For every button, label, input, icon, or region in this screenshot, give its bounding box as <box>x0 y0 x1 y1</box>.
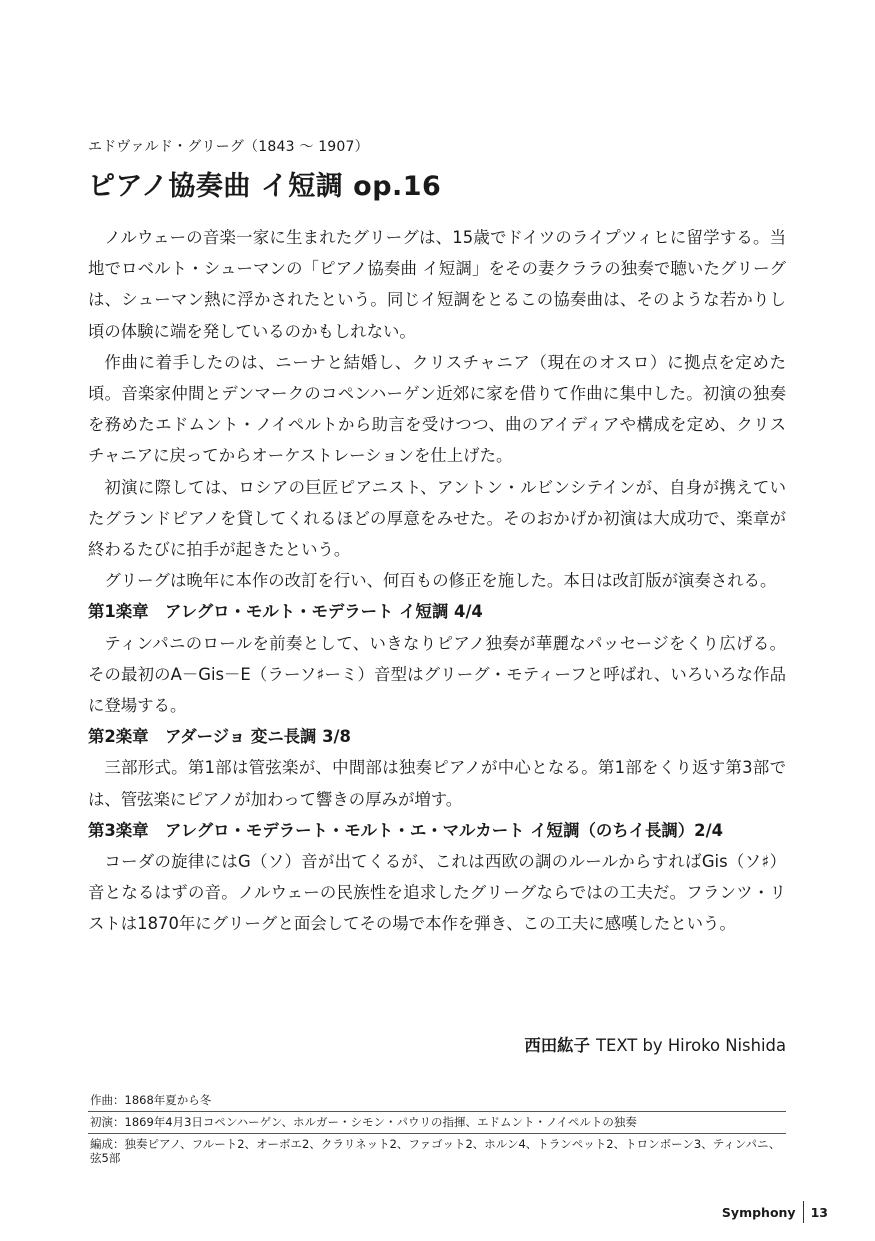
intro-paragraph: グリーグは晩年に本作の改訂を行い、何百もの修正を施した。本日は改訂版が演奏される。 <box>104 571 777 591</box>
composer-name: エドヴァルド・グリーグ（1843 ～ 1907） <box>88 139 369 155</box>
page-footer <box>722 1201 828 1223</box>
page-number: 13 <box>810 1204 828 1220</box>
info-premiere: 初演：1869年4月3日コペンハーゲン、ホルガー・シモン・パウリの指揮、エドムント・ノイペルトの独奏 <box>88 1111 786 1133</box>
footer-divider <box>803 1201 804 1223</box>
author-credit-text: TEXT by Hiroko Nishida <box>595 1036 786 1055</box>
intro-paragraph: 初演に際しては、ロシアの巨匠ピアニスト、アントン・ルビンシテインが、自身が携えていたグランドピアノを貸してくれるほどの厚意をみせた。そのおかげか初演は大成功で、楽章が終わるたびに拍手が起きたという。 <box>88 477 786 560</box>
intro-paragraph: ノルウェーの音楽一家に生まれたグリーグは、15歳でドイツのライプツィヒに留学する。当地でロベルト・シューマンの「ピアノ協奏曲 イ短調」をその妻クララの独奏で聴いたグリーグは、シューマン熱に浮かされたという。同じイ短調をとるこの協奏曲は、そのような若かりし頃の体験に端を発しているのかもしれない。 <box>88 228 786 341</box>
movement-2-heading: 第2楽章 アダージョ 変ニ長調 3/8 <box>88 727 351 747</box>
page-title: ピアノ協奏曲 イ短調 op.16 <box>88 171 442 202</box>
program-page <box>88 0 786 1241</box>
movement-3-text: コーダの旋律にはG（ソ）音が出てくるが、これは西欧の調のルールからすればGis（ソ♯）音となるはずの音。ノルウェーの民族性を追求したグリーグならではの工夫だ。フランツ・リストは1870年にグリーグと面会してその場で本作を弾き、この工夫に感嘆したという。 <box>88 852 786 934</box>
movement-1-text: ティンパニのロールを前奏として、いきなりピアノ独奏が華麗なパッセージをくり広げる。その最初のA－Gis－E（ラーソ♯ーミ）音型はグリーグ・モティーフと呼ばれ、いろいろな作品に登場する。 <box>88 633 786 716</box>
author-name: 西田紘子 <box>524 1036 590 1055</box>
info-composition: 作曲：1868年夏から冬 <box>90 1093 212 1107</box>
article-body <box>88 222 786 940</box>
movement-2-text: 三部形式。第1部は管弦楽が、中間部は独奏ピアノが中心となる。第1部をくり返す第3部では、管弦楽にピアノが加わって響きの厚みが増す。 <box>88 758 786 809</box>
work-info-table <box>88 1090 786 1169</box>
info-instrumentation: 編成：独奏ピアノ、フルート2、オーボエ2、クラリネット2、ファゴット2、ホルン4、トランペット2、トロンボーン3、ティンパニ、弦5部 <box>88 1133 786 1169</box>
movement-1-heading: 第1楽章 アレグロ・モルト・モデラート イ短調 4/4 <box>88 602 483 622</box>
intro-paragraph: 作曲に着手したのは、ニーナと結婚し、クリスチャニア（現在のオスロ）に拠点を定めた頃。音楽家仲間とデンマークのコペンハーゲン近郊に家を借りて作曲に集中した。初演の独奏を務めたエドムント・ノイペルトから助言を受けつつ、曲のアイディアや構成を定め、クリスチャニアに戻ってからオーケストレーションを仕上げた。 <box>88 352 786 466</box>
movement-3-heading: 第3楽章 アレグロ・モデラート・モルト・エ・マルカート イ短調（のちイ長調）2/4 <box>88 820 723 840</box>
publication-label: Symphony <box>721 1204 796 1220</box>
author-credit <box>524 1032 786 1056</box>
